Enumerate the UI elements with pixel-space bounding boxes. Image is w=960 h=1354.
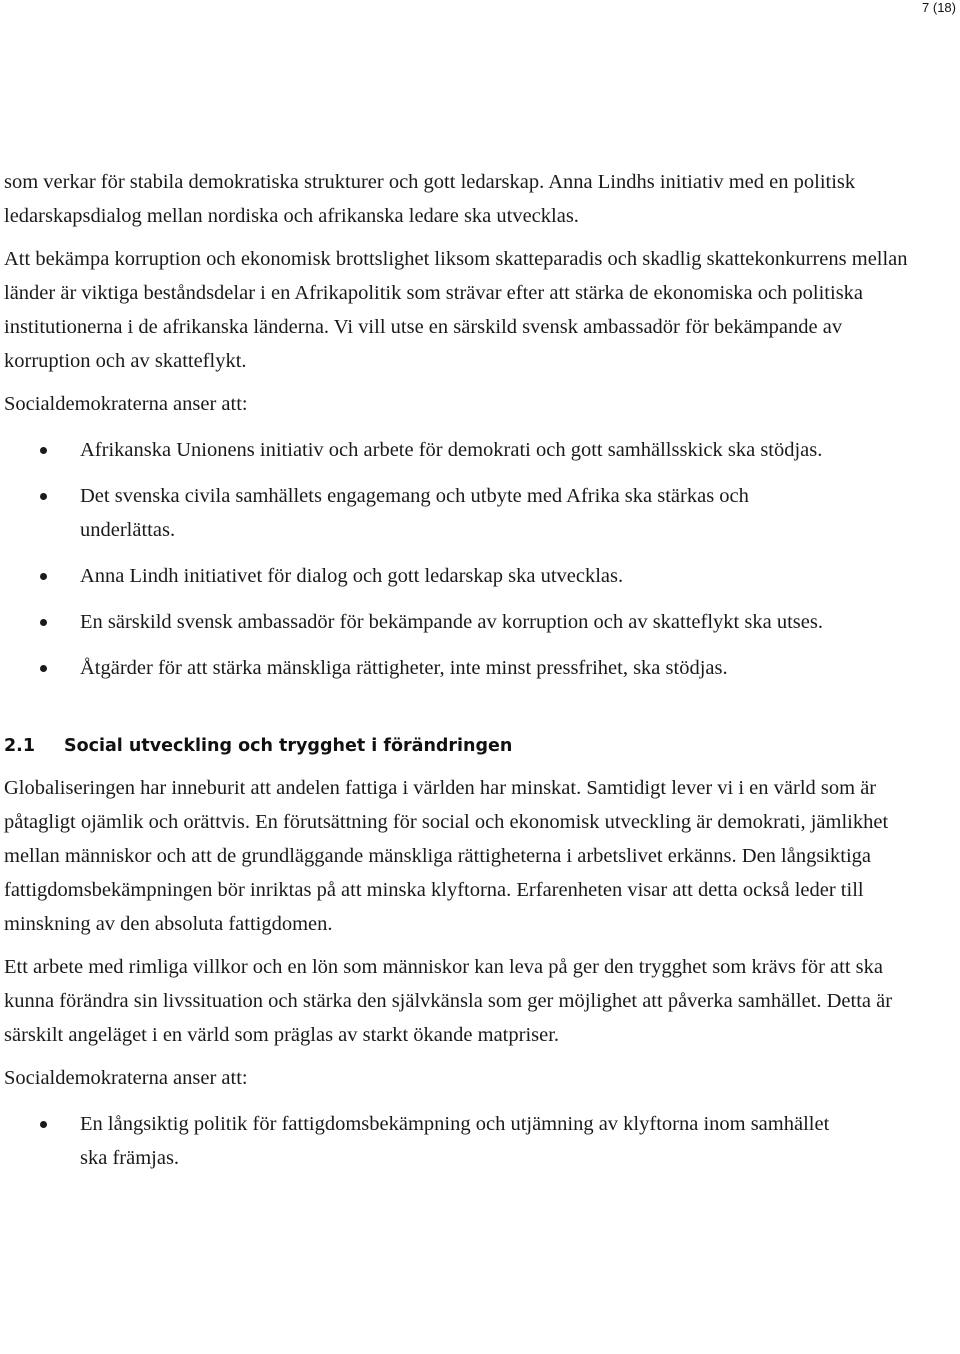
corruption-paragraph: Att bekämpa korruption och ekonomisk brottslighet liksom skatteparadis och skadlig skattekonkurrens mellan länder är viktiga beståndsdelar i en Afrikapolitik som strävar efter att stärka de ekonomiska och politiska institutionerna i de afrikanska länderna. Vi vill utse en särskild svensk ambassadör för bekämpande av korruption och av skatteflykt. bbox=[4, 248, 908, 372]
intro-paragraph: som verkar för stabila demokratiska strukturer och gott ledarskap. Anna Lindhs initiativ med en politisk ledarskapsdialog mellan nordiska och afrikanska ledare ska utvecklas. bbox=[4, 171, 856, 227]
bullet-icon bbox=[40, 447, 47, 454]
list-item-text: En långsiktig politik för fattigdomsbekämpning och utjämning av klyftorna inom samhället ska främjas. bbox=[80, 1113, 830, 1169]
work-paragraph: Ett arbete med rimliga villkor och en lön som människor kan leva på ger den trygghet som krävs för att ska kunna förändra sin livssituation och stärka den självkänsla som ger möjlighet att påverka samhället. Detta är särskilt angeläget i en värld som präglas av starkt ökande matpriser. bbox=[4, 956, 893, 1046]
list-item-text: Det svenska civila samhällets engagemang och utbyte med Afrika ska stärkas och underlättas. bbox=[80, 485, 749, 541]
bullet-icon bbox=[40, 573, 47, 580]
list-item-text: Anna Lindh initiativet för dialog och gott ledarskap ska utvecklas. bbox=[80, 565, 624, 587]
section1-bullet-list bbox=[4, 433, 954, 685]
list-item bbox=[4, 479, 954, 547]
list-item bbox=[4, 433, 954, 467]
section-heading bbox=[4, 729, 954, 763]
section-title: Social utveckling och trygghet i förändringen bbox=[64, 736, 513, 756]
document-body bbox=[4, 165, 954, 1187]
list-item bbox=[4, 605, 954, 639]
page-number: 7 (18) bbox=[922, 0, 956, 15]
list-item-text: En särskild svensk ambassadör för bekämpande av korruption och av skatteflykt ska utses. bbox=[80, 611, 823, 633]
list-item bbox=[4, 1107, 954, 1175]
list-item bbox=[4, 651, 954, 685]
list-item-text: Åtgärder för att stärka mänskliga rättigheter, inte minst pressfrihet, ska stödjas. bbox=[80, 657, 728, 679]
bullet-icon bbox=[40, 1121, 47, 1128]
list-item-text: Afrikanska Unionens initiativ och arbete för demokrati och gott samhällsskick ska stödjas. bbox=[80, 439, 823, 461]
section2-bullet-list bbox=[4, 1107, 954, 1175]
bullet-icon bbox=[40, 493, 47, 500]
globalisation-paragraph: Globaliseringen har inneburit att andelen fattiga i världen har minskat. Samtidigt lever vi i en värld som är påtagligt ojämlik och orättvis. En förutsättning för social och ekonomisk utveckling är demokrati, jämlikhet mellan människor och att de grundläggande mänskliga rättigheterna i arbetslivet erkänns. Den långsiktiga fattigdomsbekämpningen bör inriktas på att minska klyftorna. Erfarenheten visar att detta också leder till minskning av den absoluta fattigdomen. bbox=[4, 777, 889, 935]
section1-lead: Socialdemokraterna anser att: bbox=[4, 393, 248, 415]
section-number: 2.1 bbox=[4, 736, 36, 756]
bullet-icon bbox=[40, 665, 47, 672]
list-item bbox=[4, 559, 954, 593]
bullet-icon bbox=[40, 619, 47, 626]
section2-lead: Socialdemokraterna anser att: bbox=[4, 1067, 248, 1089]
